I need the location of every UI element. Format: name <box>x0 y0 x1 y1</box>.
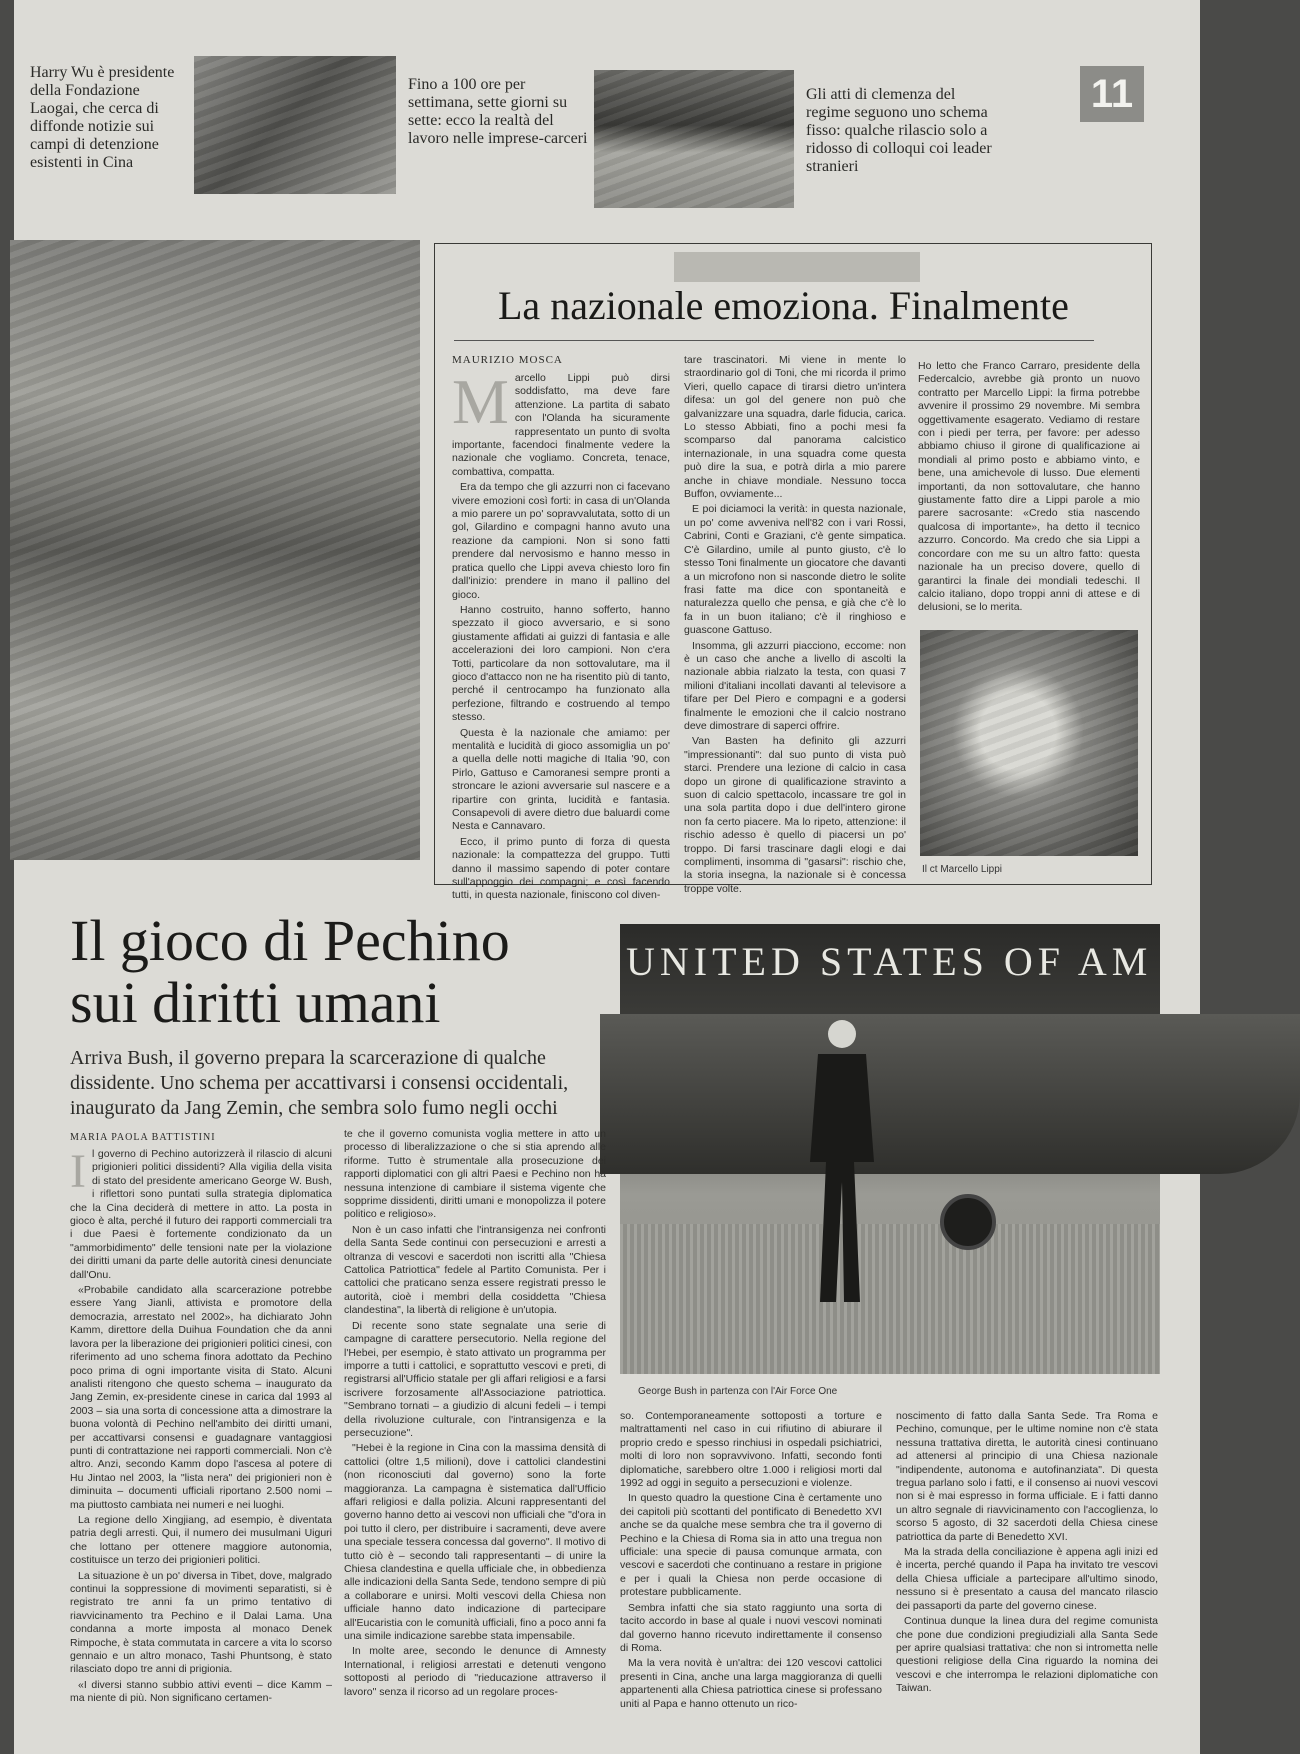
sport-rule <box>454 340 1094 341</box>
main-paragraph: Ma la strada della conciliazione è appena agli inizi ed è incerta, perché quando il Papa ha invitato tre vescovi della Chiesa ufficiale a partecipare all'ultimo sinodo, nessuno si è presentato a causa del mancato rilascio dei passaporti da parte del governo cinese. <box>896 1546 1158 1612</box>
sport-column-1 <box>452 366 670 902</box>
sport-paragraph: Era da tempo che gli azzurri non ci facevano vivere emozioni così forti: in casa di un'Olanda a mio parere un po' sopravvalutata, sotto di un gol, Gilardino e compagni hanno avuto una reazione da campioni. Non si sono fatti prendere dal nervosismo e hanno messo in pratica quello che Lippi aveva chiesto loro fin dall'inizio: prendere in mano il pallino del gioco. <box>452 481 670 601</box>
main-column-2 <box>344 1128 606 1748</box>
sport-paragraph: Ho letto che Franco Carraro, presidente della Federcalcio, avrebbe già pronto un nuovo contratto per Marcello Lippi: la firma potrebbe avvenire il prossimo 29 novembre. Mi sembra oggettivamente esagerato. Vediamo di restare con i piedi per terra, per favore: per adesso abbiamo chiuso il girone di qualificazione ai mondiali al primo posto e abbiamo vinto, e bene, una amichevole di lusso. Due elementi importanti, da non sottovalutare, che hanno giustamente fatto dire a Lippi parole a mio parere sacrosante: «Credo stia nascendo qualcosa di importante», ha detto il tecnico azzurro. Concordo. Ma credo che sia Lippi a concordare con me su un altro fatto: questa nazionale ha un preciso dovere, quello di garantirci la finale dei mondiali tedeschi. Il calcio italiano, dopo troppi anni di attese e di delusioni, se lo merita. <box>918 360 1140 614</box>
lippi-photo <box>920 630 1138 856</box>
main-headline <box>70 910 630 1034</box>
sport-paragraph: arcello Lippi può dirsi soddisfatto, ma deve fare attenzione. La partita di sabato con l'Olanda ha sicuramente rappresentato un punto di svolta importante, facendoci finalmente vedere la nazionale che vogliamo. Concreta, tenace, combattiva, compatta. <box>452 372 670 478</box>
main-headline-line-2: sui diritti umani <box>70 970 441 1035</box>
main-byline: MARIA PAOLA BATTISTINI <box>70 1132 216 1143</box>
main-column-1 <box>70 1145 332 1748</box>
lawn <box>620 1224 1160 1374</box>
main-paragraph: te che il governo comunista voglia mettere in atto un processo di liberalizzazione o che si stia aprendo alle riforme. Tutto è strumentale alla prosecuzione dei rapporti diplomatici con gli altri Paesi e Pechino non ha nessuna intenzione di cambiare il sistema vigente che sopprime dissidenti, diritti umani e monopolizza il potere politico e religioso». <box>344 1128 606 1221</box>
newspaper-page <box>14 0 1200 1754</box>
main-paragraph: La regione dello Xingjiang, ad esempio, è diventata patria degli arresti. Qui, il numero dei musulmani Uiguri che lottano per ottenere maggiore autonomia, costituisce un terzo dei prigionieri politici. <box>70 1513 332 1567</box>
main-paragraph: "Hebei è la regione in Cina con la massima densità di cattolici (oltre 1,5 milioni), dove i cattolici clandestini (non riconosciuti dal governo) sono la forte maggioranza. La campagna è sistematica dall'Ufficio affari religiosi e dalla polizia. Alcuni rappresentanti del governo hanno detto ai vescovi non ufficiali che "d'ora in poi tutto il clero, per distribuire i sacramenti, deve avere una speciale tessera concessa dal governo". Il motivo di tutto ciò è – secondo tali rappresentanti – di unire la Chiesa clandestina e quella ufficiale che, in obbedienza alle indicazioni della Santa Sede, tendono sempre di più a collaborare e unirsi. Molti vescovi della Chiesa non ufficiale hanno dato indicazione di partecipare all'Eucaristia con le comunità ufficiali, fino a poco anni fa una simile indicazione sarebbe stata impensabile. <box>344 1442 606 1643</box>
main-paragraph: In questo quadro la questione Cina è certamente uno dei capitoli più scottanti del pontificato di Benedetto XVI anche se da qualche mese sembra che tra il governo di Pechino e la Chiesa di Roma sia in atto una tregua non ufficiale: una specie di pausa comunque armata, con vescovi e sacerdoti che continuano a restare in prigione e per i quali la Chiesa non perde occasione di protestare pubblicamente. <box>620 1492 882 1599</box>
main-paragraph: so. Contemporaneamente sottoposti a torture e maltrattamenti nel caso in cui rifiutino di abiurare il proprio credo e spesso rinchiusi in ospedali psichiatrici, molti di loro non sopravvivono. Infatti, secondo fonti diplomatiche, sarebbero oltre 1.000 i religiosi morti dal 1992 ad oggi in seguito a persecuzioni e violenze. <box>620 1410 882 1490</box>
main-paragraph: Di recente sono state segnalate una serie di campagne di carattere persecutorio. Nella regione del l'Hebei, per esempio, è stato attivato un programma per imporre a tutti i cattolici, e soprattutto vescovi e preti, di registrarsi all'Ufficio statale per gli affari religiosi e a farsi iscrivere forzosamente all'Associazione patriottica. "Sembrano tornati – a giudizio di alcuni fedeli – i tempi della rivoluzione culturale, con l'intransigenza e la persecuzione". <box>344 1319 606 1439</box>
main-column-3 <box>620 1410 882 1748</box>
sport-kicker <box>674 252 920 282</box>
sport-column-3 <box>918 360 1140 630</box>
main-dropcap: I <box>70 1145 86 1198</box>
plane-fuselage <box>600 1014 1300 1174</box>
sport-paragraph: Hanno costruito, hanno sofferto, hanno spezzato il gioco avversario, e si sono giustamente affidati ai guizzi di fantasia e alle accelerazioni dei loro campioni. Non c'era Totti, particolare da non sottovalutare, ma il gioco d'attacco non ne ha risentito più di tanto, perché il centrocampo ha funzionato alla perfezione, filtrando e costruendo al tempo stesso. <box>452 603 670 724</box>
main-paragraph: La situazione è un po' diversa in Tibet, dove, malgrado continui la soppressione di movimenti separatisti, si è registrato tre anni fa un primo tentativo di riavvicinamento tra Pechino e il Dalai Lama. Una condanna a morte imposta al monaco Denek Rimpoche, è stata commutata in carcere a vita lo scorso gennaio e un altro monaco, Tashi Phuntsong, è stato rilasciato dopo tre anni di prigionia. <box>70 1569 332 1676</box>
plane-lettering: UNITED STATES OF AM <box>626 939 1153 984</box>
main-headline-line-1: Il gioco di Pechino <box>70 908 510 973</box>
main-paragraph: l governo di Pechino autorizzerà il rilascio di alcuni prigionieri politici dissidenti? Alla vigilia della visita di stato del presidente americano George W. Bush, i riflettori sono puntati sulla strategia diplomatica che la Cina deciderà di mettere in atto. La posta in gioco è alta, perché il futuro dei rapporti commerciali tra i due Paesi è fortemente condizionato da un "ammorbidimento" delle tensioni nate per la violazione dei diritti umani da parte delle autorità cinesi denunciate dall'Onu. <box>70 1148 332 1281</box>
main-paragraph: «I diversi stanno subbio attivi eventi – dice Kamm – ma niente di più. Non significano certamen- <box>70 1678 332 1705</box>
sport-paragraph: Insomma, gli azzurri piacciono, eccome: non è un caso che anche a livello di ascolti la nazionale abbia rialzato la testa, con quasi 7 milioni d'italiani incollati davanti al televisore a tifare per Del Piero e compagni e a godersi finalmente le emozioni che il calcio nostrano deve dimostrare di saperci offrire. <box>684 639 906 732</box>
air-force-one-photo <box>620 924 1160 1374</box>
sport-paragraph: Ecco, il primo punto di forza di questa nazionale: la compattezza del gruppo. Tutti danno il massimo sapendo di poter contare sull'appoggio dei compagni; e così facendo tutti, in questa nazionale, finiscono col diven- <box>452 835 670 902</box>
main-paragraph: In molte aree, secondo le denunce di Amnesty International, i religiosi arrestati e detenuti vengono sottoposti al periodo di "rieducazione attraverso il lavoro" senza il ricorso ad un regolare proces- <box>344 1645 606 1698</box>
main-column-4 <box>896 1410 1158 1748</box>
main-photo-caption: George Bush in partenza con l'Air Force One <box>638 1386 838 1397</box>
factory-photo <box>10 240 420 860</box>
bush-figure <box>796 1012 888 1312</box>
page-number: 11 <box>1080 66 1144 122</box>
main-deck: Arriva Bush, il governo prepara la scarcerazione di qualche dissidente. Uno schema per accattivarsi i consensi occidentali, inaugurato da Jang Zemin, che sembra solo fumo negli occhi <box>70 1047 569 1119</box>
sport-paragraph: Van Basten ha definito gli azzurri "impressionanti": dal suo punto di vista può starci. Prendere una lezione di calcio in casa dopo un girone di qualificazione stravinto a suon di calcio spettacolo, incassare tre gol in una sola partita dopo i due dell'intero girone non fa certo piacere. Ma lo ripeto, attenzione: il rischio adesso è quello di piacersi un po' troppo. Di farsi trascinare dagli elogi e dai complimenti, insomma di "gasarsi": rischio che, la storia insegna, la nazionale si è concessa troppe volte. <box>684 735 906 895</box>
main-paragraph: Continua dunque la linea dura del regime comunista che pone due condizioni pregiudiziali alla Santa Sede per aprire qualsiasi trattativa: che non si intrometta nelle questioni religiose della Cina riguardo la nomina dei vescovi e che interrompa le relazioni diplomatiche con Taiwan. <box>896 1615 1158 1695</box>
main-paragraph: Ma la vera novità è un'altra: dei 120 vescovi cattolici presenti in Cina, anche una larga maggioranza di quelli appartenenti alla Chiesa patriottica cinese si professano uniti al Papa e hanno ottenuto un rico- <box>620 1657 882 1710</box>
teaser-photo-1 <box>194 56 396 194</box>
sport-paragraph: Questa è la nazionale che amiamo: per mentalità e lucidità di gioco assomiglia un po' a quella delle notti magiche di Italia '90, con Pirlo, Gattuso e Camoranesi sempre pronti a stroncare le azioni avversarie sul nascere e a ripartire con grinta, lucidità e fantasia. Consapevoli di avere dietro due baluardi come Nesta e Cannavaro. <box>452 726 670 833</box>
main-paragraph: noscimento di fatto dalla Santa Sede. Tra Roma e Pechino, comunque, per le ultime nomine non c'è stata nessuna trattativa diretta, le autorità cinesi continuano ad attenersi al principio di una Chiesa nazionale "indipendente, autonoma e autofinanziata". Di questa tregua parlano solo i fatti, e il consenso ai nuovi vescovi non si è mai espresso in forma ufficiale. E i fatti danno un altro segnale di riavvicinamento con l'accoglienza, lo scorso 5 agosto, di 32 sacerdoti della Chiesa cinese patriottica da parte di Benedetto XVI. <box>896 1410 1158 1543</box>
main-paragraph: Non è un caso infatti che l'intransigenza nei confronti della Santa Sede continui con persecuzioni e arresti a oltranza di vescovi e sacerdoti non iscritti alla "Chiesa Cattolica Patriottica" fedele al Partito Comunista. Per i cattolici che praticano senza essere registrati presso le autorità, cioè i membri della cosiddetta "Chiesa clandestina", la libertà di religione è un'utopia. <box>344 1223 606 1317</box>
main-paragraph: «Probabile candidato alla scarcerazione potrebbe essere Yang Jianli, attivista e promotore della democrazia, arrestato nel 2002», ha dichiarato John Kamm, direttore della Duihua Foundation che da anni lavora per la liberazione dei prigionieri politici cinesi, con riferimento ad uno schema finora adottato da Pechino poco prima di ogni importante visita di Stato. Alcuni analisti ritengono che questo schema – inaugurato da Jang Zemin, ex-presidente cinese in carica dal 1993 al 2003 – sia una sorta di concessione atta a dimostrare la buona volontà di Pechino nell'ambito dei diritti umani, per accattivarsi consensi e guadagnare vantaggiosi punti di contrattazione nei rapporti commerciali. Non c'è altro. Anzi, secondo Kamm dopo l'ascesa al potere di Hu Jintao nel 2003, la "lista nera" dei prigionieri non è diminuita – documenti ufficiali riportano 2.500 nomi – ma piuttosto cambiata nei numeri e nei luoghi. <box>70 1284 332 1511</box>
landing-gear <box>940 1194 996 1250</box>
sport-dropcap: M <box>452 366 509 437</box>
sport-paragraph: E poi diciamoci la verità: in questa nazionale, un po' come avveniva nell'82 con i vari Rossi, Cabrini, Conti e Graziani, c'è gente simpatica. C'è Gilardino, umile al punto giusto, c'è lo stesso Toni finalmente un giocatore che davanti a un microfono non si nasconde dietro le solite frasi fatte ma dice con spontaneità e naturalezza quello che pensa, e già che c'è lo fa in un buon italiano; c'è il ringhioso e guascone Gattuso. <box>684 503 906 637</box>
teaser-3: Gli atti di clemenza del regime seguono uno schema fisso: qualche rilascio solo a ridosso di colloqui coi leader stranieri <box>806 86 992 175</box>
main-paragraph: Sembra infatti che sia stato raggiunto una sorta di tacito accordo in base al quale i nuovi vescovi nominati dal governo hanno ricevuto indirettamente il consenso di Roma. <box>620 1601 882 1654</box>
teaser-photo-2 <box>594 70 794 208</box>
sport-byline: MAURIZIO MOSCA <box>452 354 563 366</box>
teaser-1: Harry Wu è presidente della Fondazione Laogai, che cerca di diffonde notizie sui campi di detenzione esistenti in Cina <box>30 64 175 171</box>
teaser-2: Fino a 100 ore per settimana, sette giorni su sette: ecco la realtà del lavoro nelle imprese-carceri <box>408 76 588 147</box>
sport-paragraph: tare trascinatori. Mi viene in mente lo straordinario gol di Toni, che mi ricorda il primo Vieri, quello capace di tirarsi dietro un'intera difesa: un gol del genere non può che galvanizzare una squadra, darle fiducia, carica. Lo stesso Abbiati, fino a pochi mesi fa scomparso dal panorama calcistico internazionale, in una squadra come questa può dire la sua, e potrà dirla a mio parere anche in chiave mondiale. Nessuno tocca Buffon, ovviamente... <box>684 354 906 501</box>
sport-column-2 <box>684 354 906 895</box>
sport-headline: La nazionale emoziona. Finalmente <box>498 283 1069 328</box>
lippi-photo-caption: Il ct Marcello Lippi <box>922 864 1003 875</box>
